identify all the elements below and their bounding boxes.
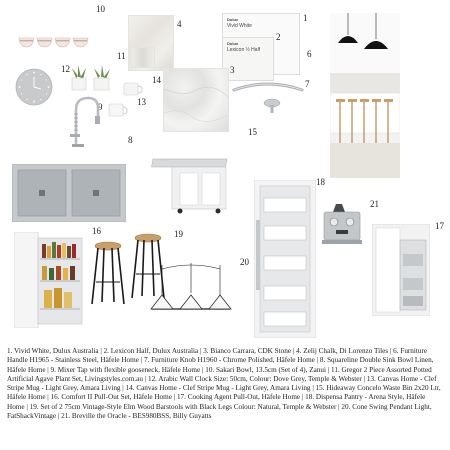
label-4: 4 [177, 19, 182, 29]
cone-swing-pendant-light-image [148, 263, 234, 321]
furniture-knob-image [262, 96, 282, 116]
label-10: 10 [96, 4, 105, 14]
kitchen-interior-photo [330, 13, 400, 178]
agave-plants-image [70, 64, 114, 92]
label-11: 11 [117, 51, 126, 61]
label-18: 18 [316, 177, 325, 187]
clef-stripe-mug-image [123, 82, 143, 96]
mood-board-caption: 1. Vivid White, Dulux Australia | 2. Lexicon Half, Dulux Australia | 3. Bianco Carrara, CDK Stone | 4. Zelij Chalk, Di Lorenzo Tiles | 6. Furniture Handle H1965 - Stainless Steel, Häfele Home | 7. Furniture Knob H1960 - Chrome Polished, Häfele Home | 8. Squareline Double Sink Bowl Linen, Häfele Home | 9. Mixer Tap with flexible gooseneck, Häfele Home | 10. Sakari Bowl, 13.5cm (Set of 4), Zanui | 11. Gregor 2 Piece Assorted Potted Artificial Agave Plant Set, Livingstyles.com.au | 12. Arabic Wall Clock Size: 50cm, Colour: Dove Grey, Temple & Webster | 13. Canvas Home - Clef Stripe Mug - Light Grey, Amara Living | 14. Canvas Home - Clef Stripe Mug - Light Grey, Amara Living | 15. Hideaway Concelo Waste Bin 2x20 Ltr, Häfele Home | 16. Comfort II Pull-Out Set, Häfele Home | 17. Cooking Agent Pull-Out, Häfele Home | 18. Dispensa Pantry - Arena Style, Häfele Home | 19. Set of 2 75cm Vintage-Style Elm Wood Barstools with Black Legs Colour: Natural, Temple & Webster | 20. Cone Swing Pendant Light, FatShackVintage | 21. Breville the Oracle - BES980BSS, Billy Guyatts [7, 347, 441, 421]
label-8: 8 [128, 135, 133, 145]
label-3: 3 [230, 65, 235, 75]
label-2: 2 [276, 32, 281, 42]
mixer-tap-image [66, 94, 100, 148]
comfort-pull-out-set-image [14, 232, 86, 328]
paint-brand: Dulux [227, 41, 239, 46]
paint-name: Vivid White [227, 23, 252, 29]
label-16: 16 [92, 226, 101, 236]
double-sink-bowl-image [12, 164, 126, 222]
label-21: 21 [370, 199, 379, 209]
label-13: 13 [137, 97, 146, 107]
label-6: 6 [307, 49, 312, 59]
label-15: 15 [248, 127, 257, 137]
cooking-agent-pull-out-image [372, 224, 430, 316]
label-19: 19 [174, 229, 183, 239]
paint-brand: Dulux [227, 17, 239, 22]
hideaway-waste-bin-image [150, 153, 238, 215]
label-14: 14 [152, 75, 161, 85]
label-7: 7 [305, 79, 310, 89]
paint-name: Lexicon ½ Half [227, 47, 261, 53]
furniture-handle-image [232, 82, 304, 96]
label-12: 12 [61, 64, 70, 74]
bianco-carrara-stone-swatch [163, 68, 229, 132]
breville-oracle-coffee-machine-image [320, 202, 364, 246]
label-1: 1 [303, 13, 308, 23]
tile-swatch-11 [131, 47, 155, 68]
sakari-bowls-image [18, 35, 90, 49]
label-17: 17 [435, 221, 444, 231]
clef-stripe-mug-small-image [108, 103, 128, 117]
label-9: 9 [98, 102, 103, 112]
arabic-wall-clock-image [15, 68, 53, 106]
dispensa-pantry-image [254, 180, 316, 338]
label-20: 20 [240, 257, 249, 267]
